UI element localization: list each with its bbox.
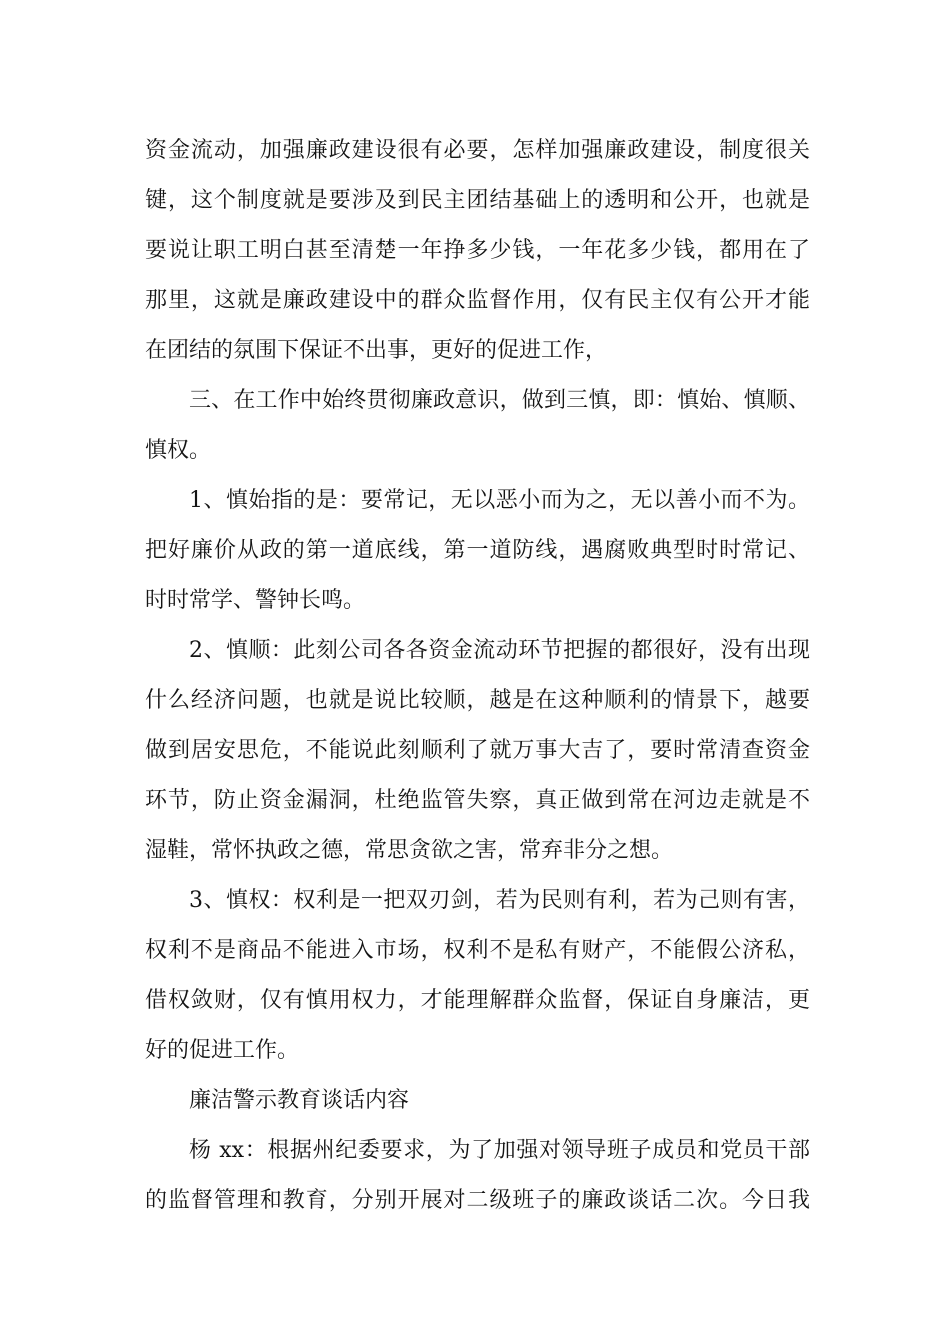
text-line: 湿鞋，常怀执政之德，常思贪欲之害，常弃非分之想。 [145, 838, 674, 863]
text-line: 什么经济问题，也就是说比较顺，越是在这种顺利的情景下，越要 [145, 688, 810, 713]
text-line: 在团结的氛围下保证不出事，更好的促进工作， [145, 338, 608, 363]
text-line: 环节，防止资金漏洞，杜绝监管失察，真正做到常在河边走就是不 [145, 788, 810, 813]
text-line: 资金流动，加强廉政建设很有必要，怎样加强廉政建设，制度很关 [145, 138, 810, 163]
text-line: 权利不是商品不能进入市场，权利不是私有财产，不能假公济私， [145, 938, 810, 963]
text-line: 慎权。 [145, 438, 212, 463]
text-line: 廉洁警示教育谈话内容 [189, 1088, 410, 1113]
text-line: 键，这个制度就是要涉及到民主团结基础上的透明和公开，也就是 [145, 188, 810, 213]
document-body [145, 126, 810, 1226]
text-line: 1、慎始指的是：要常记，无以恶小而为之，无以善小而不为。 [189, 488, 810, 513]
text-line: 3、慎权：权利是一把双刃剑，若为民则有利，若为己则有害， [189, 888, 810, 913]
text-line: 好的促进工作。 [145, 1038, 300, 1063]
text-line: 做到居安思危，不能说此刻顺利了就万事大吉了，要时常清查资金 [145, 738, 810, 763]
text-line: 那里，这就是廉政建设中的群众监督作用，仅有民主仅有公开才能 [145, 288, 810, 313]
text-line: 三、在工作中始终贯彻廉政意识，做到三慎，即：慎始、慎顺、 [189, 388, 810, 413]
text-line: 杨 xx：根据州纪委要求，为了加强对领导班子成员和党员干部 [189, 1138, 810, 1163]
text-line: 要说让职工明白甚至清楚一年挣多少钱，一年花多少钱，都用在了 [145, 238, 810, 263]
text-line: 借权敛财，仅有慎用权力，才能理解群众监督，保证自身廉洁，更 [145, 988, 810, 1013]
text-line: 把好廉价从政的第一道底线，第一道防线，遇腐败典型时时常记、 [145, 538, 810, 563]
text-line: 2、慎顺：此刻公司各各资金流动环节把握的都很好，没有出现 [189, 638, 810, 663]
text-line: 的监督管理和教育，分别开展对二级班子的廉政谈话二次。今日我 [145, 1188, 810, 1213]
text-line: 时时常学、警钟长鸣。 [145, 588, 366, 613]
